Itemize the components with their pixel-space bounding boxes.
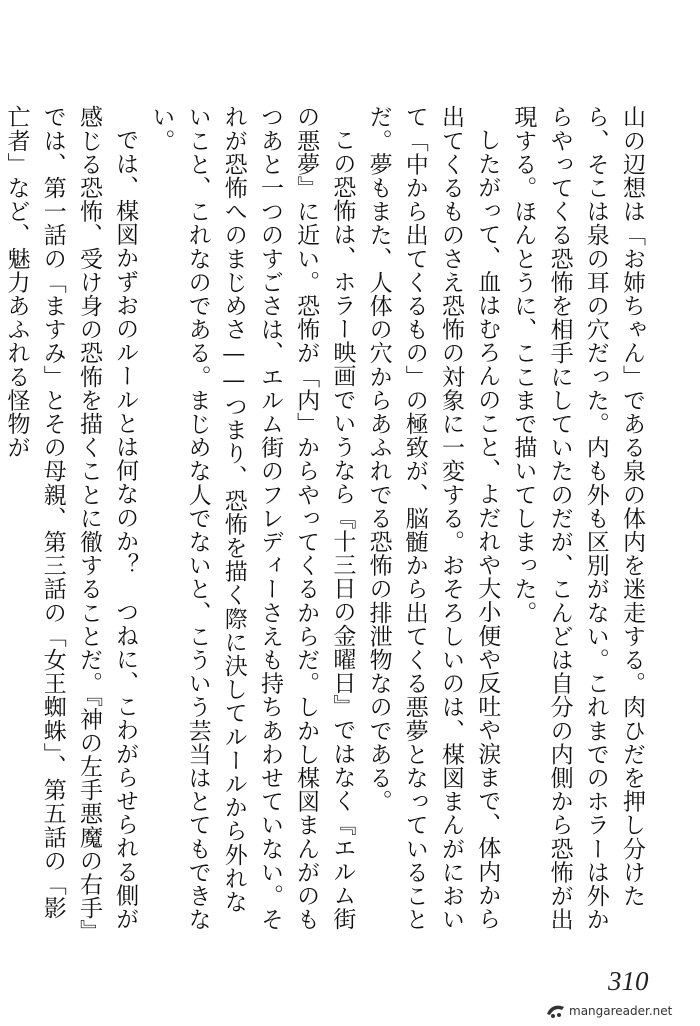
body-text: [3, 105, 650, 935]
paragraph: したがって、血はむろんのこと、よだれや大小便や反吐や涙まで、体内から出てくるものさえ恐怖の対象に一変する。おそろしいのは、楳図まんがにおいて「中から出てくるもの」の極致が、脳髄から出てくる悪夢となっていることだ。夢もまた、人体の穴からあふれでる恐怖の排泄物なのである。: [365, 105, 501, 931]
page-number: 310: [608, 966, 649, 996]
paragraph: では、楳図かずおのルールとは何なのか？ つねに、こわがらせられる側が感じる恐怖、受け身の恐怖を描くことに徹することだ。『神の左手悪魔の右手』では、第一話の「ますみ」とその母親、第三話の「女王蜘蛛」、第五話の「影亡者」など、魅力あふれる怪物が: [3, 105, 139, 932]
paragraph: 山の辺想は「お姉ちゃん」である泉の体内を迷走する。肉ひだを押し分けたら、そこは泉の耳の穴だった。内も外も区別がない。これまでのホラーは外からやってくる恐怖を相手にしていたのだが、こんどは自分の内側から恐怖が出現する。ほんとうに、ここまで描いてしまった。: [510, 105, 645, 931]
watermark-logo-icon: [545, 1002, 567, 1020]
paragraph: この恐怖は、ホラー映画でいうなら『十三日の金曜日』ではなく『エルム街の悪夢』に近い。恐怖が「内」からやってくるからだ。しかし楳図まんがのもつあと一つのすごさは、エルム街のフレディーさえも持ちあわせていない。それが恐怖へのまじめさ——つまり、恐怖を描く際に決してルールから外れないこと、これなのである。まじめな人でないと、こういう芸当はとてもできない。: [148, 105, 356, 931]
watermark-text: mangareader.net: [569, 1004, 673, 1018]
watermark: [545, 1002, 672, 1020]
